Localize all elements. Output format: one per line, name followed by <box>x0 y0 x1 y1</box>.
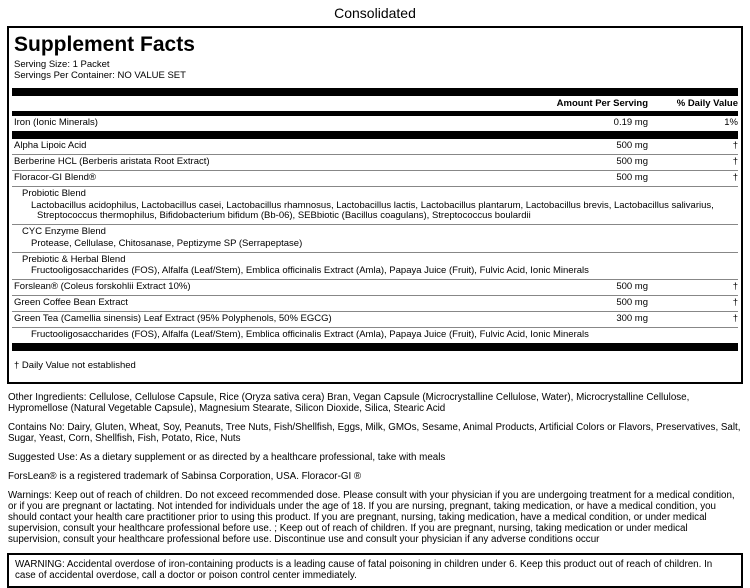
ingredient-amount: 500 mg <box>616 172 648 183</box>
blend-ingredients: Protease, Cellulase, Chitosanase, Peptizyme SP (Serrapeptase) <box>31 237 303 249</box>
ingredient-amount: 0.19 mg <box>613 117 648 128</box>
ingredient-name: Green Tea (Camellia sinensis) Leaf Extract (95% Polyphenols, 50% EGCG) <box>14 313 332 324</box>
paragraphs-container <box>0 392 750 545</box>
ingredient-row <box>12 279 738 295</box>
supplement-facts-panel <box>7 26 743 384</box>
ingredient-amount: 500 mg <box>616 297 648 308</box>
ingredient-amount: 500 mg <box>616 281 648 292</box>
ingredient-name: Iron (Ionic Minerals) <box>14 117 98 128</box>
blend-name: Probiotic Blend <box>22 188 86 199</box>
ingredient-row <box>12 139 738 154</box>
ingredient-amount: 300 mg <box>616 313 648 324</box>
amount-per-serving-header: Amount Per Serving <box>556 98 648 109</box>
table-bottom-bar <box>12 343 738 351</box>
header-top-bar <box>12 88 738 96</box>
ingredient-row <box>12 295 738 311</box>
ingredient-amount: 500 mg <box>616 140 648 151</box>
blend-ingredients: Fructooligosaccharides (FOS), Alfalfa (Leaf/Stem), Emblica officinalis Extract (Amla), Papaya Juice (Fruit), Fulvic Acid, Ionic Minerals <box>31 265 589 276</box>
section-divider-bar <box>12 131 738 139</box>
blend-group-row <box>12 224 738 252</box>
ingredient-daily-value: 1% <box>724 117 738 128</box>
table-header-row <box>12 96 738 111</box>
other-ingredients-paragraph: Other Ingredients: Cellulose, Cellulose Capsule, Rice (Oryza sativa cera) Bran, Vegan Capsule (Microcrystalline Cellulose, Water), Microcrystalline Cellulose, Hypromellose (Natural Vegetable Capsule), Magnesium Stearate, Silicon Dioxide, Silica, Stearic Acid <box>8 392 690 414</box>
trademark-paragraph: ForsLean® is a registered trademark of Sabinsa Corporation, USA. Floracor-GI ® <box>8 471 362 482</box>
suggested-use-paragraph: Suggested Use: As a dietary supplement or as directed by a healthcare professional, take with meals <box>8 452 446 463</box>
daily-value-header: % Daily Value <box>676 98 738 109</box>
ingredient-amount: 500 mg <box>616 156 648 167</box>
blend-ingredients: Lactobacillus acidophilus, Lactobacillus casei, Lactobacillus rhamnosus, Lactobacillus lactis, Lactobacillus plantarum, Lactobacillus brevis, Lactobacillus salivarius, Streptococcus thermophilus, Bifidobacterium bifidum (Bb-06), SEBbiotic (Bacillus coagulans), Streptococcus boulardii <box>31 199 714 221</box>
contains-no-paragraph: Contains No: Dairy, Gluten, Wheat, Soy, Peanuts, Tree Nuts, Fish/Shellfish, Eggs, Milk, GMOs, Sesame, Animal Products, Artificial Colors or Flavors, Preservatives, Salt, Sugar, Yeast, Corn, Shellfish, Fish, Potato, Rice, Nuts <box>8 422 741 444</box>
ingredient-daily-value: † <box>732 297 738 308</box>
serving-size-line: Serving Size: 1 Packet <box>14 59 110 70</box>
ingredient-name: Green Coffee Bean Extract <box>14 297 128 308</box>
sub-ingredients-row <box>12 327 738 343</box>
supplement-facts-title: Supplement Facts <box>14 33 195 56</box>
ingredient-row <box>12 154 738 170</box>
ingredient-daily-value: † <box>732 313 738 324</box>
ingredient-name: Floracor-GI Blend® <box>14 172 96 183</box>
ingredient-row <box>12 311 738 327</box>
daily-value-footnote: † Daily Value not established <box>14 360 136 371</box>
ingredient-table <box>12 116 738 343</box>
ingredient-row <box>12 116 738 131</box>
iron-warning-box: WARNING: Accidental overdose of iron-containing products is a leading cause of fatal poisoning in children under 6. Keep this product out of reach of children. In case of accidental overdose, call a doctor or poison control center immediately. <box>7 553 743 588</box>
blend-group-row <box>12 252 738 280</box>
ingredient-daily-value: † <box>732 172 738 183</box>
ingredient-name: Alpha Lipoic Acid <box>14 140 87 151</box>
ingredient-row <box>12 170 738 186</box>
ingredient-daily-value: † <box>732 140 738 151</box>
ingredient-daily-value: † <box>732 281 738 292</box>
blend-group-row <box>12 186 738 224</box>
sub-ingredients-text: Fructooligosaccharides (FOS), Alfalfa (Leaf/Stem), Emblica officinalis Extract (Amla), Papaya Juice (Fruit), Fulvic Acid, Ionic Minerals <box>31 329 589 340</box>
ingredient-daily-value: † <box>732 156 738 167</box>
page-title: Consolidated <box>334 5 416 21</box>
ingredient-rows <box>12 116 738 131</box>
servings-per-container-line: Servings Per Container: NO VALUE SET <box>14 70 186 81</box>
blend-name: Prebiotic & Herbal Blend <box>22 253 126 265</box>
blend-name: CYC Enzyme Blend <box>22 226 106 237</box>
ingredient-name: Forslean® (Coleus forskohlii Extract 10%) <box>14 281 191 292</box>
ingredient-name: Berberine HCL (Berberis aristata Root Extract) <box>14 156 210 167</box>
ingredient-rows <box>12 139 738 343</box>
warnings-paragraph: Warnings: Keep out of reach of children. Do not exceed recommended dose. Please consult with your physician if you are undergoing treatment for a medical condition, or if you are pregnant or lactating. Not intended for individuals under the age of 18. If you are nursing, pregnant, taking medication, or have a medical condition, you should contact your health care practitioner prior to using this product. If you are pregnant, nursing, taking medication, have a medical condition, or under medical supervision, consult your healthcare professional before use. ; Keep out of reach of children. If you are pregnant, nursing, taking medication or under medical supervision, consult your healthcare professional before use. Discontinue use and consult your physician if any adverse conditions occur <box>8 490 735 545</box>
